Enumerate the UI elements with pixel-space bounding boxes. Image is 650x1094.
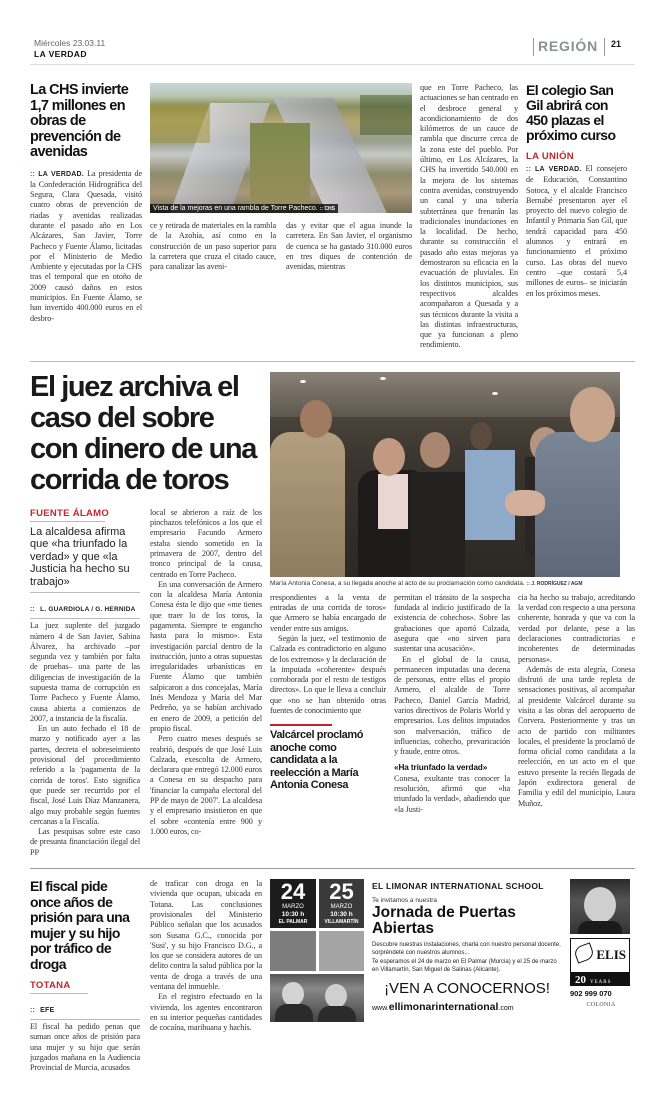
juez-right-columns (270, 593, 635, 815)
leaf-logo-icon (573, 942, 595, 963)
ad-date-box-2 (319, 879, 364, 928)
chs-left-column (30, 83, 142, 324)
juez-body-col3 (270, 593, 386, 717)
ad-small-logo: COLONIA (586, 1002, 616, 1009)
ad-gray-block-2 (319, 931, 364, 971)
byline-marker: :: (526, 166, 532, 173)
subheadline-rule (30, 592, 140, 593)
ad-date-box-1 (270, 879, 316, 928)
fiscal-article (30, 879, 262, 1073)
ad-url[interactable] (372, 1001, 562, 1013)
ad-left-panel (270, 879, 364, 1022)
juez-body-col2 (150, 508, 262, 858)
paragraph: En una conversación de Armero con la alcaldesa María Antonia Conesa ésta le dijo que «me tienes que traer lo de los toros, la pagamenta. Siempre te engancho hasta para lo mismo». Esta investigación parcial dentro de la instrucción, junto a otras supuestas irregularidades urbanísticas en Fuente Álamo que también salpicaron a dos concejalas, María Inés Mendoza y María del Mar Pedreño, ya se habían archivado en enero de 2009, a petición del propio fiscal. (150, 579, 262, 733)
juez-col1-wrap (30, 508, 140, 858)
ad-badge-brand: ELIS (596, 947, 626, 963)
ad-description-1: Descubre nuestras instalaciones, charla con nuestro personal docente, sorpréndete con nuestros alumnos... (372, 942, 561, 956)
byline-marker: :: (30, 170, 36, 178)
fiscal-col1-wrap (30, 879, 140, 1073)
section-tag-underline (30, 521, 105, 522)
chs-body-col3: das y evitar que el agua inunde la carretera. En San Javier, el organismo de cuenca se ha gastado 310.000 euros en tres diques de contención de avenidas, mientras (286, 221, 412, 272)
chs-body-col1 (30, 169, 142, 324)
juez-body-col4 (394, 593, 510, 815)
juez-headline: El juez archiva el caso del sobre con dinero de una corrida de toros (30, 370, 256, 496)
ad-date-day: 24 (280, 879, 306, 905)
photo-credit: :: J. RODRÍGUEZ / AGM (526, 580, 583, 587)
photo-credit: :: CHS (319, 206, 335, 212)
juez-subheadline: La alcaldesa afirma que «ha triunfado la verdad» y que «la Justicia ha hecho su trabajo» (30, 525, 130, 588)
page-number: 21 (611, 39, 622, 49)
ad-date-month: MARZO (330, 904, 353, 911)
section-rule-1 (30, 361, 635, 362)
ad-url-main: ellimonarinternational (388, 1001, 499, 1014)
page-date: Miércoles 23.03.11 (34, 38, 106, 48)
colegio-section-tag: LA UNIÓN (526, 151, 574, 162)
sidebar-red-rule (270, 724, 332, 726)
colegio-headline: El colegio San Gil abrirá con 450 plazas el próximo curso (526, 82, 616, 143)
juez-right (270, 372, 635, 815)
paragraph: La juez suplente del juzgado número 4 de San Javier, Sabina Álvarez, ha archivado –por segunda vez y también por falta de pruebas– una parte de las diligencias de investigación de la supuesta trama de corrupción en Torre Pacheco y Fuente Álamo, causa abierta a comienzos de 2007, a instancia de la fiscalía. (30, 621, 140, 723)
ad-date-month: MARZO (282, 904, 304, 911)
chs-body-col4: que en Torre Pacheco, las actuaciones se han centrado en el desbroce general y acondicionamiento de dos kilómetros de un cauce de rambla que discurre cerca de la zona este del pueblo. Por último, en Los Alcázares, la CHS ha invertido 540.000 en la mejora de los sistemas contra avenidas, construyendo un canal y una tubería subterránea que frenarán las tradicionales inundaciones en la localidad. De hecho, durante su construcción el pasado año estas mejoras ya demostraron su eficacia en la evacuación de pluviales. En los distintos municipios, sus respectivos alcaldes acompañaron a Quesada y a sus técnicos durante la visita a las distintas infraestructuras, que ya funcionan a pleno rendimiento. (420, 83, 518, 350)
ad-date-time: 10:30 h (281, 911, 305, 919)
ad-invite: Te invitamos a nuestra (372, 897, 438, 905)
byline-rule (30, 1019, 140, 1020)
paragraph: En un auto fechado el 18 de marzo y notificado ayer a las partes, decreta el sobreseimiento provisional del procedimiento referido a la 'pagamenta de la corrida de toros'. Esto significa que puede ser recurrido por el fiscal, José Luis Díaz Manzanera, algo muy probable según fuentes cercanas a la Fiscalía. (30, 724, 140, 826)
paragraph: rrespondientes a la venta de entradas de una corrida de toros» que Armero se había encargado de vender entre sus amigos. (270, 592, 386, 633)
fiscal-section-tag: TOTANA (30, 980, 71, 992)
ad-children-photo (270, 974, 364, 1022)
byline-rule (30, 618, 140, 619)
colegio-byline: LA VERDAD. (535, 166, 582, 173)
ad-description-2: Te esperamos el 24 de marzo en El Palmar (Murcia) y el 25 de marzo en Villamartín, San Miguel de Salinas (Alicante). (372, 959, 557, 973)
caption-text: María Antonia Conesa, a su llegada anoche al acto de su proclamación como candidata. (270, 579, 525, 587)
colegio-column (526, 83, 627, 299)
paragraph: cia ha hecho su trabajo, acreditando la verdad con respecto a una persona coherente, honrada y que va con la verdad por delante, pese a las declaraciones contradictorias e incoherentes de determinadas personas». (518, 592, 635, 664)
ad-url-suffix: .com (498, 1005, 514, 1013)
juez-row (30, 372, 635, 858)
top-row (30, 83, 635, 351)
colegio-body (526, 164, 627, 299)
fiscal-byline-row (30, 997, 140, 1016)
ad-phone: 902 999 070 (570, 989, 612, 999)
ad-right-panel (570, 879, 632, 1022)
ad-badge-years: 20 (575, 974, 586, 987)
ad-date-place: VILLAMARTÍN (324, 919, 359, 926)
ad-badge-years-label: YEARS (590, 980, 612, 986)
chs-byline: LA VERDAD. (38, 170, 84, 178)
ad-date-row (270, 879, 364, 928)
paragraph: de traficar con droga en la vivienda que ocupan, ubicada en Totana. Las conclusiones provisionales del Ministerio Público señalan que los acusados son Susana G.C., conocida por 'Susi', y su hijo Francisco D.G., a los que se considera autores de un delito contra la salud pública por la venta de droga a través de una ventana del inmueble. (150, 879, 262, 992)
chs-middle (150, 83, 412, 272)
newspaper-name: LA VERDAD (34, 49, 87, 59)
ad-title: Jornada de Puertas Abiertas (372, 904, 516, 938)
ad-badge-years-bar (571, 972, 629, 985)
ad-url-prefix: www. (372, 1005, 389, 1013)
ad-limonar[interactable] (270, 879, 635, 1022)
fiscal-body-col1: El fiscal ha pedido penas que suman once años de prisión para una mujer y su hijo que serán juzgados mañana en la Audiencia Provincial de Murcia, acusados (30, 1022, 140, 1073)
chs-photo (150, 83, 412, 213)
chs-photo-caption (150, 204, 338, 213)
byline-marker: :: (30, 606, 36, 614)
ad-gray-block-1 (270, 931, 316, 971)
conesa-photo (270, 372, 620, 577)
paragraph: Pero cuatro meses después se reabrió, después de que José Luis Calzada, exescolta de Armero, declarara que entregó 12.000 euros a Conesa en su despacho para 'financiar la campaña electoral del PP de mayo de 2007'. La alcaldesa y el empresario insistieron en que el sobre «contenía entre 900 y 1.000 euros, co- (150, 734, 262, 836)
caption-text: Vista de la mejoras en una rambla de Torre Pacheco. (153, 205, 318, 212)
section-tag-underline (30, 993, 88, 994)
ad-date-day: 25 (329, 879, 354, 905)
paragraph: En el registro efectuado en la vivienda, los agentes encontraron en su interior pequeñas cantidades de cocaína, marihuana y hachís. (150, 992, 262, 1033)
paragraph: En el global de la causa, permanecen imputadas una decena de personas, entre ellas el propio Armero, el alcalde de Torre Pacheco, Daniel García Madrid, varios directivos de Polaris World y empresarios. Los delitos imputados son malversación, tráfico de influencias, cohecho, prevaricación y fraude, entre otros. (394, 654, 510, 757)
section-divider-left (533, 38, 534, 56)
paragraph: local se abrieron a raíz de los pinchazos telefónicos a los que el empresario Facundo Armero estaba siendo sometido en la primavera de 2007, dentro del tronco principal de la causa, centrado en Torre Pacheco. (150, 507, 262, 579)
paragraph: Conesa, exultante tras conocer la resolución, afirmó que «ha triunfado la verdad», añadiendo que «la Justi- (394, 773, 510, 814)
ad-boy-photo (570, 879, 630, 934)
juez-byline: L. GUARDIOLA / G. HERNIDA (40, 606, 136, 614)
chs-headline: La CHS invierte 1,7 millones en obras de prevención de avenidas (30, 82, 129, 160)
fiscal-body-col2 (150, 879, 262, 1073)
ad-cta[interactable]: ¡VEN A CONOCERNOS! (384, 980, 550, 998)
bottom-row (30, 879, 635, 1073)
ad-center-panel (372, 879, 562, 1022)
page-header (30, 38, 635, 65)
chs-under-photo-columns (150, 221, 412, 272)
juez-col3-wrap (270, 593, 386, 815)
fiscal-columns (30, 879, 262, 1073)
juez-body-col1 (30, 621, 140, 858)
chs-body-text: La presidenta de la Confederación Hidrográfica del Segura, Clara Quesada, visitó cuatro obras de prevención de riadas y avenidas realizadas durante el pasado año en Los Alcázares, San Javier, Torre Pacheco y Fuente Álamo, licitadas por el Ministerio de Medio Ambiente y ejecutadas por la CHS tras el temporal que en otoño de 2009 causó daños en estos municipios. En Fuente Álamo, se han invertido 400.000 euros en el desbro- (30, 168, 142, 323)
juez-body-col5 (518, 593, 635, 815)
juez-byline-row (30, 596, 140, 615)
ad-school-name: EL LIMONAR INTERNATIONAL SCHOOL (372, 881, 544, 892)
chs-body-col2: ce y retirada de materiales en la rambla de la Azohía, así como en la construcción de un paso superior para la carretera que cruza el citado cauce, para canalizar las aveni- (150, 221, 276, 272)
ad-gray-row (270, 931, 364, 971)
paragraph: Según la juez, «el testimonio de Calzada es contradictorio en alguno de los extremos» y la declaración de la imputada «coherente» después corroborada por el resto de testigos directos». Lo que le lleva a concluir que «no se han obtenido otras fuentes de conocimiento que (270, 633, 386, 715)
colegio-body-text: El consejero de Educación, Constantino Sotoca, y el alcalde Francisco Bernabé presentaron ayer el proyecto del nuevo colegio de Infantil y Primaria San Gil, que tendrá capacidad para 450 alumnos y entrará en funcionamiento el próximo curso. Las obras del nuevo centro –que costará 5,4 millones de euros– se iniciarán en los próximos meses. (526, 164, 627, 298)
subheading: «Ha triunfado la verdad» (394, 763, 488, 773)
paragraph: Las pesquisas sobre este caso de presunta financiación ilegal del PP (30, 827, 140, 857)
fiscal-headline: El fiscal pide once años de prisión para una mujer y su hijo por tráfico de droga (30, 878, 130, 972)
paragraph: Además de esta alegría, Conesa disfrutó de una tarde repleta de sensaciones positivas, al acompañar al presidente Valcárcel durante su visita a las obras del aeropuerto de Corvera. Posteriormente y tras un acto de partido con militantes locales, el presidente la proclamó de forma oficial como candidata a la reelección, en un acto en el que estuvo presente la recién llegada de Japón exdirectora general de Familia y edil del municipio, Laura Muñoz. (518, 664, 635, 808)
juez-section-tag: FUENTE ÁLAMO (30, 507, 110, 519)
juez-left (30, 372, 262, 858)
section-rule-2 (30, 868, 635, 869)
fiscal-byline: EFE (40, 1007, 55, 1015)
ad-date-time: 10:30 h (330, 911, 353, 919)
byline-marker: :: (30, 1007, 36, 1015)
section-divider-right (604, 38, 605, 56)
juez-left-columns (30, 508, 262, 858)
valcarcel-headline: Valcárcel proclamó anoche como candidata a la reelección a María Antonia Conesa (270, 729, 364, 792)
ad-date-place: EL PALMAR (278, 919, 308, 926)
conesa-photo-caption (270, 580, 635, 587)
paragraph: permitan el tránsito de la sospecha fundada al indicio justificado de la existencia de cohechos». Sobre las grabaciones que aportó Calzada, asegura que «no sirven para sustentar una acusación». (394, 592, 510, 654)
ad-elis-badge (570, 938, 630, 986)
section-name: REGIÓN (538, 38, 599, 54)
